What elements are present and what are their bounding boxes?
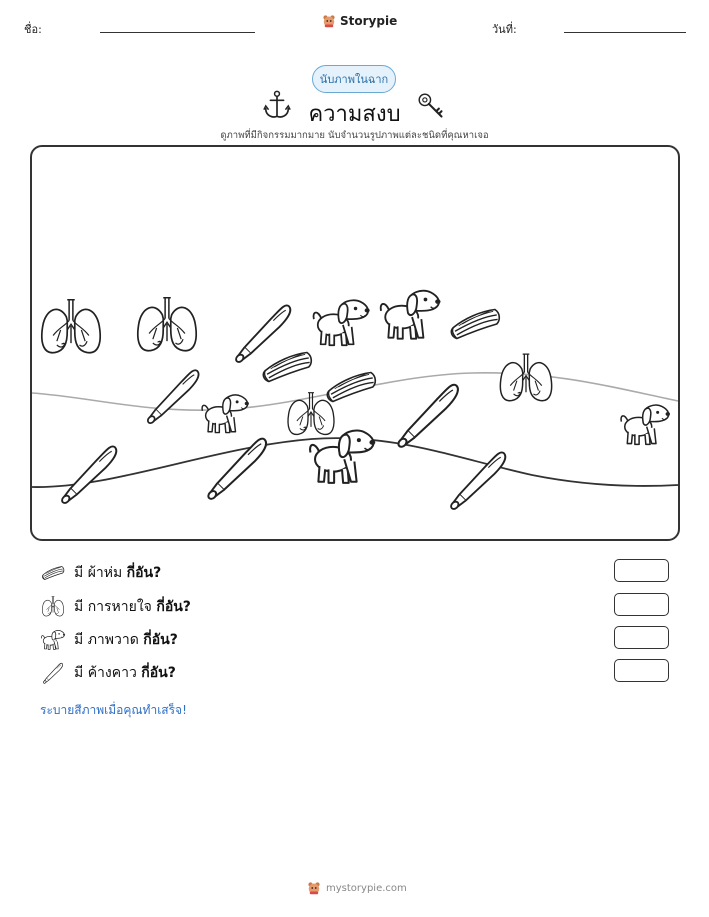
puppy-2 — [381, 291, 441, 339]
scene-illustration — [32, 147, 678, 539]
lungs-1 — [42, 300, 100, 353]
lungs-3 — [288, 393, 334, 435]
puppy-icon — [40, 629, 66, 651]
question-text: มี ผ้าห่ม กี่อัน? — [74, 565, 162, 581]
baseball-bat-3 — [61, 446, 117, 504]
scene-frame — [30, 145, 680, 541]
question-text: มี ภาพวาด กี่อัน? — [74, 632, 178, 648]
question-text: มี ค้างคาว กี่อัน? — [74, 665, 176, 681]
baseball-bat-icon — [40, 662, 66, 684]
date-label: วันที่: — [492, 23, 517, 36]
name-label: ชื่อ: — [24, 23, 42, 36]
brand-name: Storypie — [340, 14, 398, 28]
folded-blanket-icon — [40, 562, 66, 584]
answer-box-1[interactable] — [614, 559, 669, 582]
lungs-4 — [500, 354, 551, 401]
finish-instruction: ระบายสีภาพเมื่อคุณทำเสร็จ! — [40, 703, 187, 717]
footer — [307, 881, 407, 895]
activity-badge: นับภาพในฉาก — [312, 65, 396, 93]
instructions: ดูภาพที่มีกิจกรรมมากมาย นับจำนวนรูปภาพแต่ละชนิดที่คุณหาเจอ — [220, 130, 489, 141]
question-row-4 — [40, 661, 176, 685]
lungs-icon — [40, 596, 66, 618]
baseball-bat-5 — [397, 385, 458, 449]
storypie-logo-icon — [322, 14, 336, 28]
answer-box-2[interactable] — [614, 593, 669, 616]
baseball-bat-1 — [235, 305, 291, 363]
page-title: ความสงบ — [308, 102, 401, 127]
puppy-3 — [202, 395, 249, 433]
folded-blanket-2 — [263, 353, 311, 382]
question-row-3 — [40, 628, 178, 652]
folded-blanket-3 — [327, 373, 375, 402]
folded-blanket-1 — [451, 310, 499, 339]
date-field[interactable] — [564, 32, 686, 33]
question-row-2 — [40, 595, 191, 619]
storypie-logo-icon — [307, 881, 321, 895]
key-icon — [417, 92, 445, 120]
baseball-bat-4 — [207, 439, 266, 501]
question-text: มี การหายใจ กี่อัน? — [74, 599, 191, 615]
lungs-2 — [138, 298, 196, 351]
baseball-bat-2 — [146, 370, 198, 424]
question-row-1 — [40, 561, 161, 585]
answer-box-3[interactable] — [614, 626, 669, 649]
puppy-5 — [621, 405, 670, 444]
brand — [322, 14, 397, 28]
footer-url: mystorypie.com — [326, 882, 407, 894]
answer-box-4[interactable] — [614, 659, 669, 682]
puppy-1 — [313, 300, 369, 345]
name-field[interactable] — [100, 32, 255, 33]
